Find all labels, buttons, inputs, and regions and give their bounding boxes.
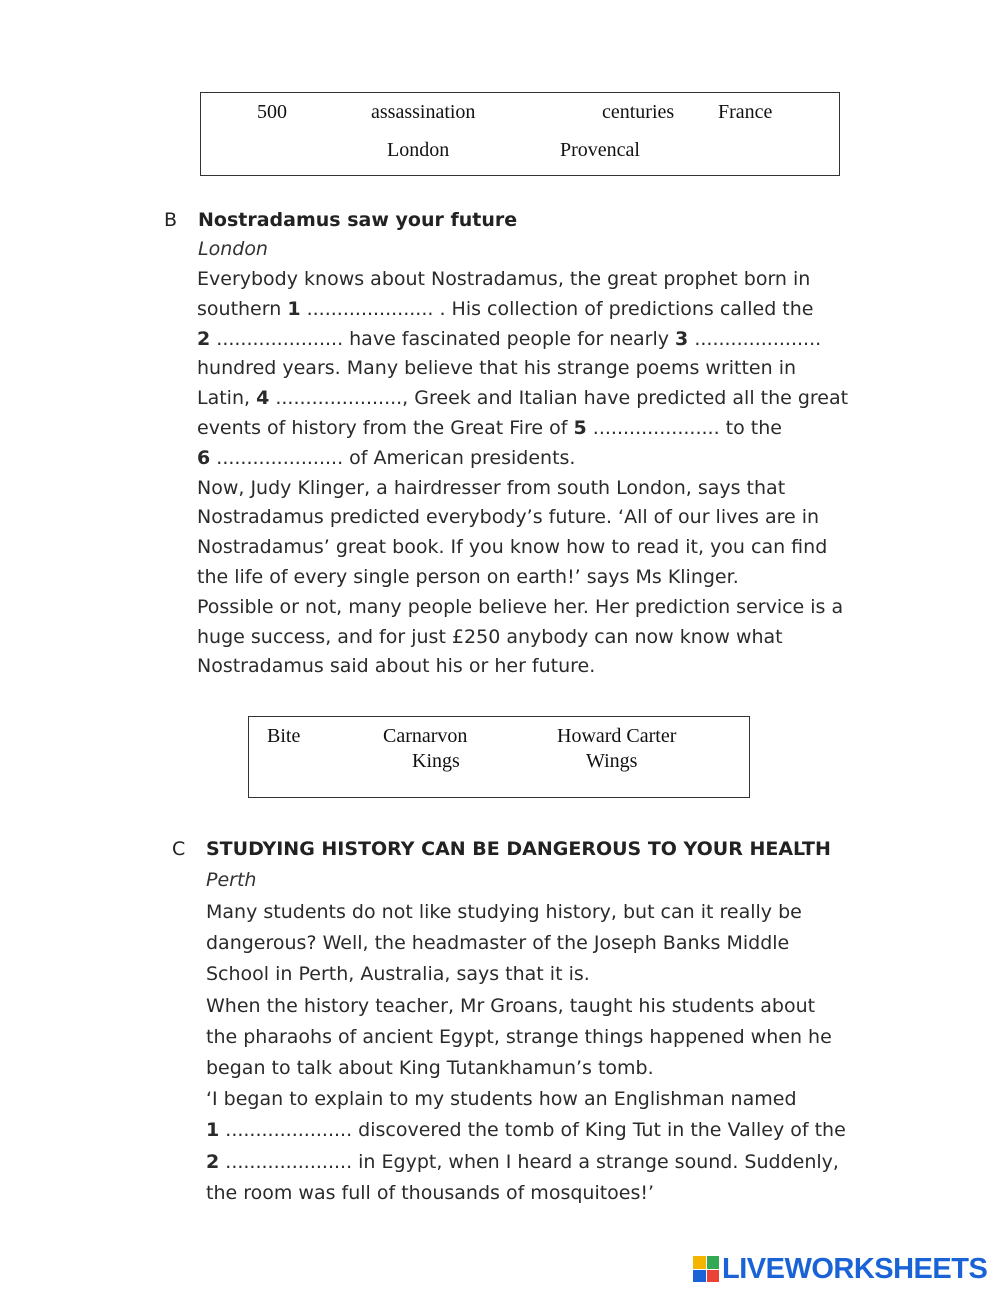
gap-number: 2 xyxy=(197,327,211,350)
line-text: the pharaohs of ancient Egypt, strange things happened when he xyxy=(206,1025,832,1048)
section-c-line xyxy=(206,1119,846,1141)
line-text: hundred years. Many believe that his strange poems written in xyxy=(197,357,797,380)
section-b-place: London xyxy=(198,238,268,260)
line-text: ..................... in Egypt, when I heard a strange sound. Suddenly, xyxy=(219,1150,839,1173)
line-text: Latin, xyxy=(197,387,257,410)
line-text: Nostradamus said about his or her future. xyxy=(197,655,596,678)
line-text: the life of every single person on earth!’ says Ms Klinger. xyxy=(197,566,739,588)
line-text: Nostradamus’ great book. If you know how to read it, you can find xyxy=(197,536,828,559)
liveworksheets-logo xyxy=(693,1252,987,1286)
word-bank-a-item: centuries xyxy=(602,101,675,123)
section-c-line xyxy=(206,995,815,1017)
line-text: the room was full of thousands of mosquitoes!’ xyxy=(206,1181,655,1204)
section-b-line xyxy=(197,596,843,618)
section-b-line xyxy=(197,357,796,379)
section-b-letter: B xyxy=(164,209,178,231)
section-b-line xyxy=(197,268,810,290)
section-c-title: STUDYING HISTORY CAN BE DANGEROUS TO YOUR HEALTH xyxy=(206,838,831,860)
line-text: began to talk about King Tutankhamun’s tomb. xyxy=(206,1057,654,1079)
section-c-place: Perth xyxy=(206,869,257,891)
word-bank-b xyxy=(248,716,750,798)
word-bank-b-item: Kings xyxy=(412,750,460,772)
gap-number: 1 xyxy=(287,297,301,320)
gap-number: 6 xyxy=(197,446,211,469)
liveworksheets-logo-text: LIVEWORKSHEETS xyxy=(722,1252,988,1285)
section-c-line xyxy=(206,1088,797,1110)
section-c-letter: C xyxy=(172,838,186,860)
line-text: Everybody knows about Nostradamus, the great prophet born in xyxy=(197,268,811,290)
gap-number: 3 xyxy=(675,327,689,350)
line-text: Nostradamus predicted everybody’s future. ‘All of our lives are in xyxy=(197,506,820,529)
line-text: ..................... discovered the tomb of King Tut in the Valley of the xyxy=(219,1119,846,1142)
word-bank-a-item: France xyxy=(718,101,773,123)
gap-number: 4 xyxy=(256,387,270,410)
section-c-line xyxy=(206,901,802,923)
line-text: ..................... have fascinated people for nearly xyxy=(210,327,676,350)
line-text: ‘I began to explain to my students how an Englishman named xyxy=(206,1088,797,1111)
line-text: ..................... to the xyxy=(586,417,782,439)
section-c-line xyxy=(206,1026,832,1048)
line-text: When the history teacher, Mr Groans, taught his students about xyxy=(206,994,816,1017)
word-bank-b-item: Wings xyxy=(586,750,638,772)
section-c-line xyxy=(206,1151,839,1173)
line-text: Possible or not, many people believe her. Her prediction service is a xyxy=(197,595,844,618)
gap-number: 1 xyxy=(206,1119,220,1142)
section-b-line xyxy=(197,447,575,469)
line-text: southern xyxy=(197,297,288,320)
word-bank-a xyxy=(200,92,840,176)
section-b-line xyxy=(197,387,848,409)
word-bank-b-item: Bite xyxy=(267,725,301,747)
word-bank-a-item: Provencal xyxy=(560,139,640,161)
section-c-line xyxy=(206,932,789,954)
word-bank-a-item: assassination xyxy=(371,101,476,123)
section-b-line xyxy=(197,417,782,439)
section-b-line xyxy=(197,536,827,558)
line-text: ..................... . His collection of predictions called the xyxy=(300,297,814,320)
line-text: ....................., Greek and Italian have predicted all the great xyxy=(269,387,849,410)
word-bank-a-item: London xyxy=(387,139,450,161)
line-text: Many students do not like studying history, but can it really be xyxy=(206,901,802,923)
section-c-line xyxy=(206,1182,654,1204)
line-text: ..................... of American presidents. xyxy=(210,446,576,469)
gap-number: 5 xyxy=(573,417,587,439)
liveworksheets-logo-icon xyxy=(693,1256,719,1282)
line-text: huge success, and for just £250 anybody can now know what xyxy=(197,625,783,648)
line-text: School in Perth, Australia, says that it is. xyxy=(206,963,590,986)
section-b-line xyxy=(197,506,819,528)
gap-number: 2 xyxy=(206,1150,220,1173)
section-b-line xyxy=(197,477,785,499)
word-bank-a-item: 500 xyxy=(257,101,287,123)
line-text: dangerous? Well, the headmaster of the Joseph Banks Middle xyxy=(206,932,790,955)
section-b-line xyxy=(197,566,739,588)
line-text: ..................... xyxy=(688,327,822,350)
section-b-line xyxy=(197,655,595,677)
section-b-line xyxy=(197,626,783,648)
word-bank-b-item: Howard Carter xyxy=(557,725,677,747)
section-c-line xyxy=(206,963,590,985)
section-b-line xyxy=(197,298,813,320)
line-text: Now, Judy Klinger, a hairdresser from south London, says that xyxy=(197,476,786,499)
section-b-line xyxy=(197,328,821,350)
line-text: events of history from the Great Fire of xyxy=(197,417,574,439)
section-b-title: Nostradamus saw your future xyxy=(198,209,518,231)
word-bank-b-item: Carnarvon xyxy=(383,725,468,747)
section-c-line xyxy=(206,1057,654,1079)
